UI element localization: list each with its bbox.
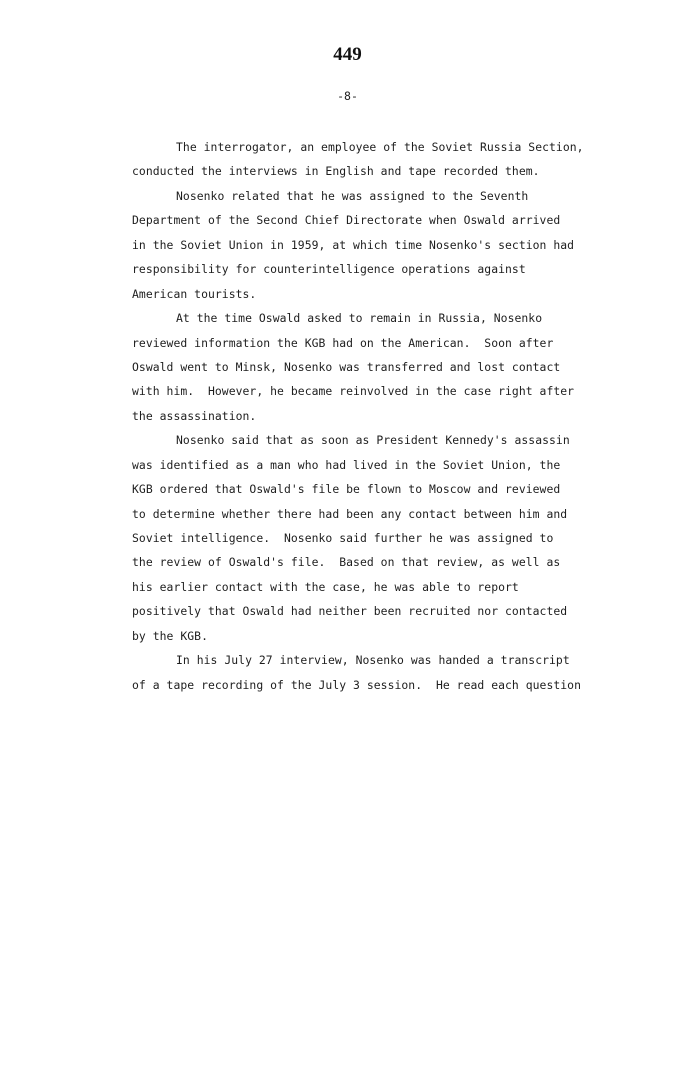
text-line: in the Soviet Union in 1959, at which time Nosenko's section had — [132, 237, 575, 252]
page-number: 449 — [333, 44, 362, 65]
text-line: was identified as a man who had lived in the Soviet Union, the — [132, 457, 561, 472]
text-line: to determine whether there had been any contact between him and — [132, 506, 568, 521]
text-line: At the time Oswald asked to remain in Russia, Nosenko — [176, 311, 543, 326]
text-line: reviewed information the KGB had on the American. Soon after — [132, 335, 554, 350]
text-line: Nosenko related that he was assigned to the Seventh — [176, 188, 529, 203]
text-line: his earlier contact with the case, he was able to report — [132, 579, 519, 594]
text-line: In his July 27 interview, Nosenko was handed a transcript — [176, 653, 570, 668]
text-line: positively that Oswald had neither been recruited nor contacted — [132, 604, 568, 619]
text-line: the assassination. — [132, 408, 257, 423]
sub-page-number: -8- — [337, 89, 358, 103]
text-line: by the KGB. — [132, 628, 208, 643]
text-line: KGB ordered that Oswald's file be flown to Moscow and reviewed — [132, 482, 561, 497]
text-line: Department of the Second Chief Directorate when Oswald arrived — [132, 213, 561, 228]
text-line: conducted the interviews in English and tape recorded them. — [132, 164, 540, 179]
text-line: The interrogator, an employee of the Soviet Russia Section, — [176, 140, 584, 154]
text-line: responsibility for counterintelligence operations against — [132, 262, 526, 277]
text-line: with him. However, he became reinvolved in the case right after — [132, 384, 575, 399]
text-line: of a tape recording of the July 3 session. He read each question — [132, 677, 582, 692]
body-text — [132, 135, 612, 697]
text-line: American tourists. — [132, 286, 257, 301]
text-line: Nosenko said that as soon as President Kennedy's assassin — [176, 433, 570, 448]
text-line: Oswald went to Minsk, Nosenko was transferred and lost contact — [132, 359, 561, 374]
text-line: Soviet intelligence. Nosenko said further he was assigned to — [132, 531, 554, 545]
text-line: the review of Oswald's file. Based on that review, as well as — [132, 555, 561, 570]
